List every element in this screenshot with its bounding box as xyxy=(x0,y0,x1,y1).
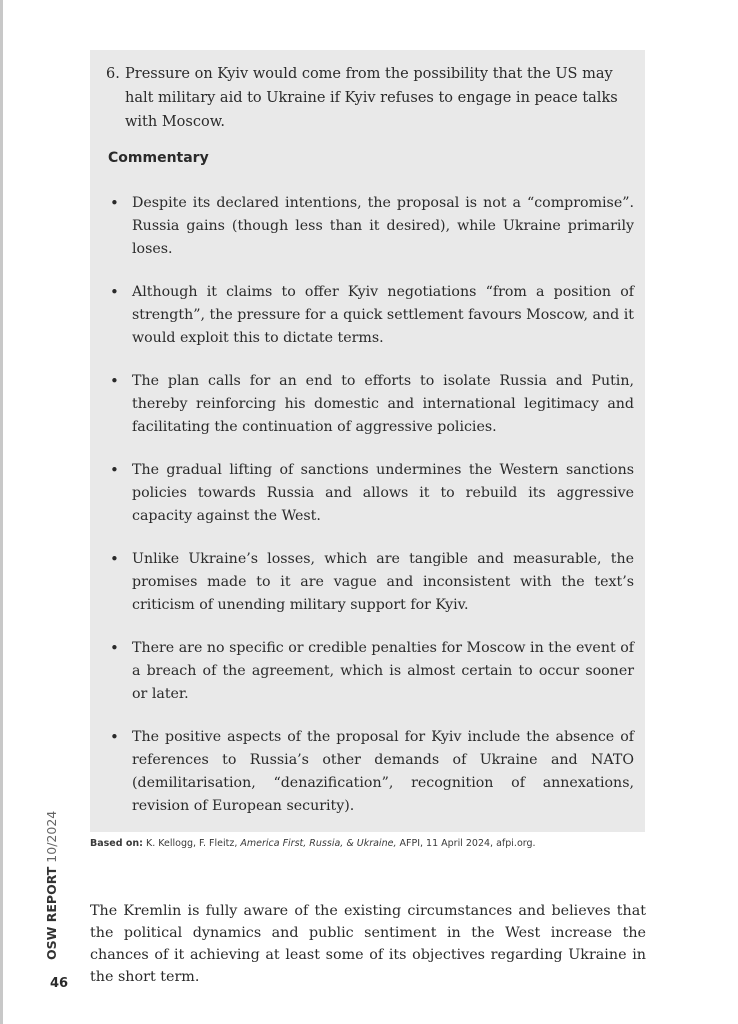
bullet-icon: • xyxy=(110,372,119,390)
list-item xyxy=(106,726,634,818)
bullet-icon: • xyxy=(110,461,119,479)
source-title: America First, Russia, & Ukraine, xyxy=(240,838,397,849)
bullet-text: The positive aspects of the proposal for Kyiv include the absence of references to Russia’s other demands of Ukraine and NATO (demilitarisation, “denazification”, recognition of annexations, revision of European security). xyxy=(132,729,634,814)
bullet-text: Unlike Ukraine’s losses, which are tangible and measurable, the promises made to it are vague and inconsistent with the text’s criticism of unending military support for Kyiv. xyxy=(132,551,634,613)
bullet-icon: • xyxy=(110,550,119,568)
list-item xyxy=(106,281,634,350)
point-text: Pressure on Kyiv would come from the possibility that the US may halt military aid to Ukraine if Kyiv refuses to engage in peace talks with Moscow. xyxy=(125,66,618,130)
list-item xyxy=(106,637,634,706)
bullet-icon: • xyxy=(110,639,119,657)
list-item xyxy=(106,370,634,439)
source-authors: K. Kellogg, F. Fleitz, xyxy=(145,838,238,849)
bullet-icon: • xyxy=(110,728,119,746)
bullet-text: The plan calls for an end to efforts to isolate Russia and Putin, thereby reinforcing his domestic and international legitimacy and facilitating the continuation of aggressive policies. xyxy=(132,373,634,435)
report-issue: 10/2024 xyxy=(44,810,59,863)
report-sidebar xyxy=(44,811,59,960)
commentary-heading: Commentary xyxy=(108,150,209,166)
page-edge-rule xyxy=(0,0,3,1024)
bullet-text: There are no specific or credible penalties for Moscow in the event of a breach of the agreement, which is almost certain to occur sooner or later. xyxy=(132,640,634,702)
list-item xyxy=(106,192,634,261)
point-6 xyxy=(106,62,638,134)
bullet-text: Despite its declared intentions, the proposal is not a “compromise”. Russia gains (though less than it desired), while Ukraine primarily loses. xyxy=(132,195,634,257)
list-item xyxy=(106,548,634,617)
body-paragraph: The Kremlin is fully aware of the existing circumstances and believes that the political dynamics and public sentiment in the West increase the chances of it achieving at least some of its objectives regarding Ukraine in the short term. xyxy=(90,903,646,986)
bullet-text: Although it claims to offer Kyiv negotiations “from a position of strength”, the pressure for a quick settlement favours Moscow, and it would exploit this to dictate terms. xyxy=(132,284,634,346)
commentary-list xyxy=(106,192,634,838)
list-item xyxy=(106,459,634,528)
bullet-text: The gradual lifting of sanctions undermines the Western sanctions policies towards Russia and allows it to rebuild its aggressive capacity against the West. xyxy=(132,462,634,524)
source-details: AFPI, 11 April 2024, afpi.org. xyxy=(399,838,536,849)
bullet-icon: • xyxy=(110,283,119,301)
source-label: Based on: xyxy=(90,838,143,849)
bullet-icon: • xyxy=(110,194,119,212)
page-number: 46 xyxy=(50,976,69,991)
source-note xyxy=(90,838,650,849)
report-name: OSW REPORT xyxy=(44,866,59,960)
point-number: 6. xyxy=(106,66,120,82)
